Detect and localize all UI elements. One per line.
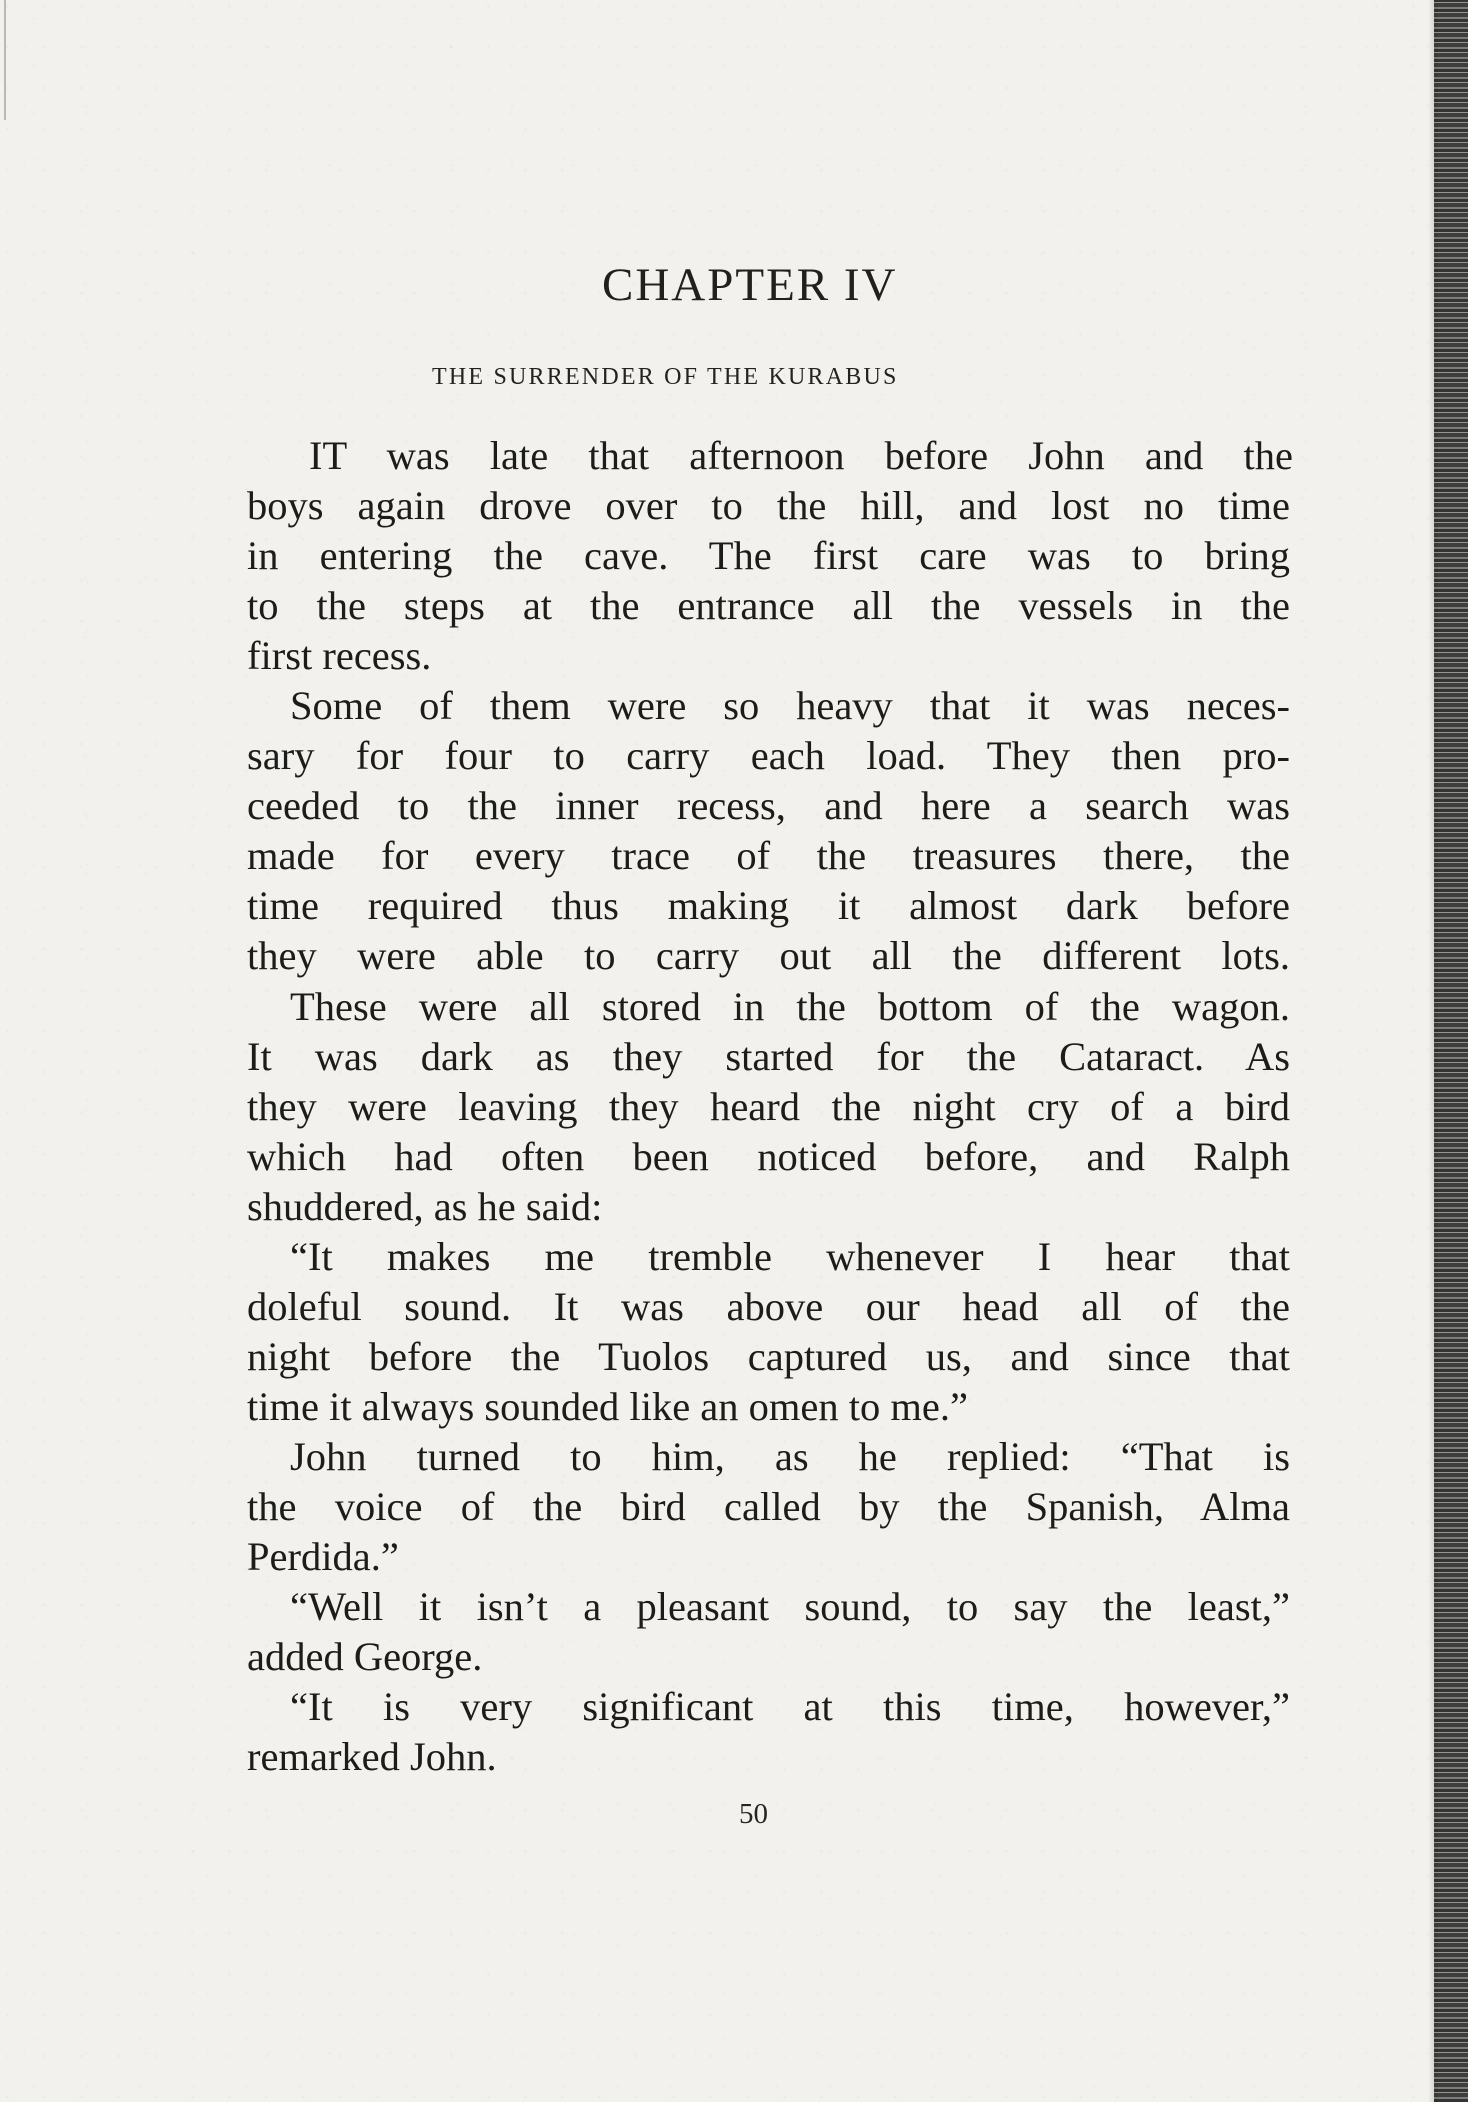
text-line: which had often been noticed before, and Ralph xyxy=(247,1134,1290,1179)
text-line: time it always sounded like an omen to me.” xyxy=(247,1384,968,1429)
text-line: first recess. xyxy=(247,633,432,678)
page-number: 50 xyxy=(739,1798,768,1830)
text-line: IT was late that afternoon before John and the xyxy=(309,433,1293,478)
text-line: boys again drove over to the hill, and lost no time xyxy=(247,483,1290,528)
text-line: made for every trace of the treasures there, the xyxy=(247,833,1290,878)
text-line: “It makes me tremble whenever I hear that xyxy=(290,1234,1290,1279)
text-line: These were all stored in the bottom of the wagon. xyxy=(290,984,1290,1029)
text-line: shuddered, as he said: xyxy=(247,1184,603,1229)
chapter-title: CHAPTER IV xyxy=(602,259,898,311)
text-line: they were able to carry out all the different lots. xyxy=(247,933,1290,978)
text-line: “It is very significant at this time, however,” xyxy=(290,1684,1290,1729)
text-line: Some of them were so heavy that it was neces- xyxy=(290,683,1290,728)
text-line: remarked John. xyxy=(247,1734,497,1779)
left-margin-rule xyxy=(4,0,6,120)
chapter-subtitle: THE SURRENDER OF THE KURABUS xyxy=(432,364,899,390)
text-line: time required thus making it almost dark before xyxy=(247,883,1290,928)
text-line: added George. xyxy=(247,1634,483,1679)
text-line: they were leaving they heard the night cry of a bird xyxy=(247,1084,1290,1129)
text-line: John turned to him, as he replied: “That is xyxy=(290,1434,1290,1479)
text-line: the voice of the bird called by the Spanish, Alma xyxy=(247,1484,1290,1529)
text-line: Perdida.” xyxy=(247,1534,399,1579)
text-line: sary for four to carry each load. They then pro- xyxy=(247,733,1290,778)
text-line: to the steps at the entrance all the vessels in the xyxy=(247,583,1290,628)
text-line: “Well it isn’t a pleasant sound, to say the least,” xyxy=(290,1584,1290,1629)
text-line: in entering the cave. The first care was to bring xyxy=(247,533,1290,578)
text-line: doleful sound. It was above our head all of the xyxy=(247,1284,1290,1329)
text-line: ceeded to the inner recess, and here a search was xyxy=(247,783,1290,828)
text-line: night before the Tuolos captured us, and since that xyxy=(247,1334,1290,1379)
text-line: It was dark as they started for the Cataract. As xyxy=(247,1034,1290,1079)
page-edge xyxy=(1434,0,1468,2102)
